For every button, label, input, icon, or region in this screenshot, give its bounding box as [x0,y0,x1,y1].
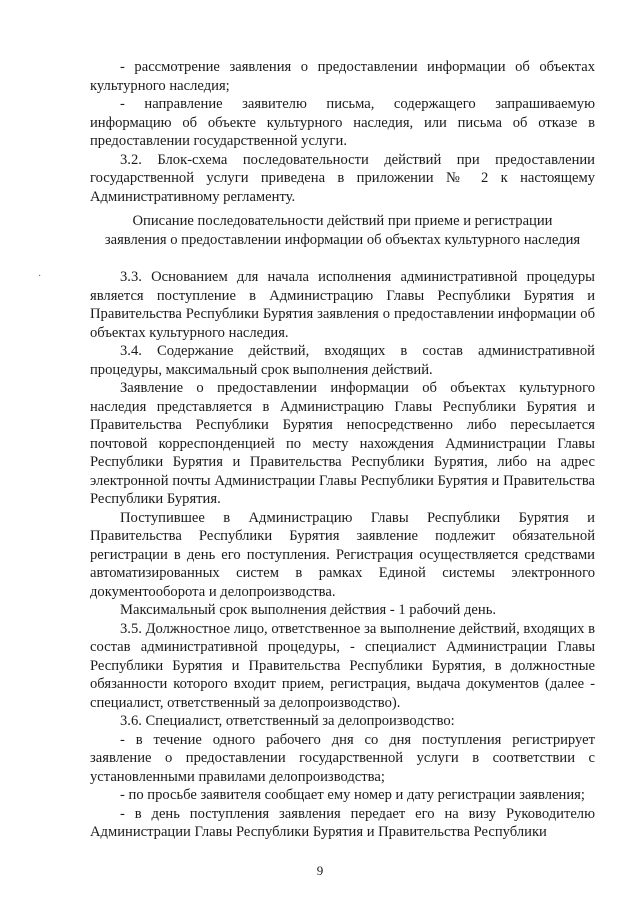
scan-mark: · [38,271,42,282]
paragraph: 3.4. Содержание действий, входящих в состав административной процедуры, максимальный срок выполнения действий. [90,343,595,378]
paragraph: 3.6. Специалист, ответственный за делопроизводство: [120,713,455,729]
paragraph: - рассмотрение заявления о предоставлении информации об объектах культурного наследия; [90,59,595,94]
section-heading [90,212,595,249]
paragraph: 3.3. Основанием для начала исполнения административной процедуры является поступление в Администрацию Главы Республики Бурятия и Правительства Республики Бурятия заявления о предоставлении информации об объектах культурного наследия. [90,269,595,341]
paragraph: - в течение одного рабочего дня со дня поступления регистрирует заявление о предоставлении государственной услуги в соответствии с установленными правилами делопроизводства; [90,731,595,785]
paragraph: Поступившее в Администрацию Главы Республики Бурятия и Правительства Республики Бурятия заявление подлежит обязательной регистрации в день его поступления. Регистрация осуществляется средствами автоматизированных систем в рамках Единой системы электронного документооборота и делопроизводства. [90,509,595,600]
paragraph: - направление заявителю письма, содержащего запрашиваемую информацию об объекте культурного наследия, или письма об отказе в предоставлении государственной услуги. [90,96,595,149]
paragraph: Максимальный срок выполнения действия - 1 рабочий день. [120,602,497,618]
paragraph: 3.5. Должностное лицо, ответственное за выполнение действий, входящих в состав административной процедуры, - специалист Администрации Главы Республики Бурятия и Правительства Республики Бурятия, в должностные обязанности которого входит прием, регистрация, выдача документов (далее - специалист, ответственный за делопроизводство). [90,620,595,711]
paragraph: - в день поступления заявления передает его на визу Руководителю Администрации Главы Республики Бурятия и Правительства Республики [90,805,595,840]
section-heading-line: заявления о предоставлении информации об объектах культурного наследия [104,231,581,248]
body-text-block [90,268,595,842]
top-text-block [90,58,595,206]
paragraph: Заявление о предоставлении информации об объектах культурного наследия представляется в Администрацию Главы Республики Бурятия и Правительства Республики Бурятия непосредственно либо пересылается почтовой корреспонденцией по месту нахождения Администрации Главы Республики Бурятия и Правительства Республики Бурятия, либо на адрес электронной почты Администрации Главы Республики Бурятия и Правительства Республики Бурятия. [90,380,595,507]
page-number: 9 [316,863,324,878]
section-heading-line: Описание последовательности действий при приеме и регистрации [132,213,553,229]
paragraph: 3.2. Блок-схема последовательности действий при предоставлении государственной услуги приведена в приложении № 2 к настоящему Административному регламенту. [90,151,595,205]
paragraph: - по просьбе заявителя сообщает ему номер и дату регистрации заявления; [120,787,585,803]
